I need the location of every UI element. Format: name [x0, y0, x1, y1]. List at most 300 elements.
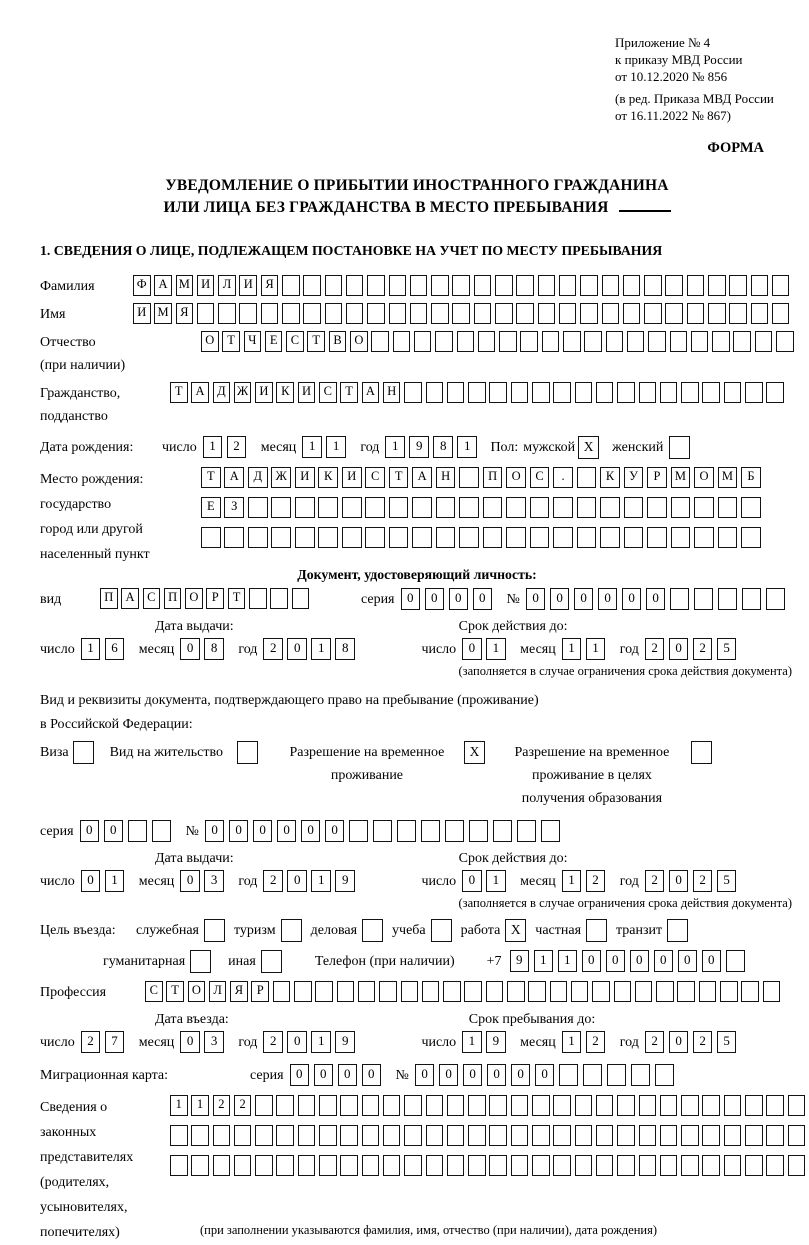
char-cell[interactable]	[718, 588, 738, 610]
char-cell[interactable]	[596, 382, 614, 403]
char-cell[interactable]	[516, 303, 534, 324]
char-cell[interactable]	[724, 1155, 742, 1176]
char-cell[interactable]: 1	[311, 638, 331, 660]
char-cell[interactable]	[412, 497, 432, 518]
char-cell[interactable]: К	[600, 467, 620, 488]
char-cell[interactable]: О	[350, 331, 368, 352]
purpose-transit-checkbox[interactable]	[667, 919, 688, 942]
char-cell[interactable]	[553, 527, 573, 548]
char-cell[interactable]: 9	[335, 1031, 355, 1053]
purpose-business-checkbox[interactable]	[362, 919, 383, 942]
char-cell[interactable]	[459, 527, 479, 548]
char-cell[interactable]	[766, 588, 786, 610]
char-cell[interactable]	[660, 1155, 678, 1176]
char-cell[interactable]: 0	[325, 820, 345, 842]
char-cell[interactable]	[295, 527, 315, 548]
char-cell[interactable]: 1	[302, 436, 322, 458]
char-cell[interactable]	[468, 1125, 486, 1146]
char-cell[interactable]: М	[154, 303, 172, 324]
char-cell[interactable]	[681, 382, 699, 403]
char-cell[interactable]: 2	[586, 1031, 606, 1053]
purpose-work-checkbox[interactable]: X	[505, 919, 526, 942]
char-cell[interactable]: Ф	[133, 275, 151, 296]
char-cell[interactable]	[788, 1095, 806, 1116]
char-cell[interactable]: И	[255, 382, 273, 403]
char-cell[interactable]: С	[286, 331, 304, 352]
char-cell[interactable]: М	[718, 467, 738, 488]
char-cell[interactable]	[687, 303, 705, 324]
char-cell[interactable]: Т	[389, 467, 409, 488]
char-cell[interactable]: Т	[228, 588, 246, 609]
char-cell[interactable]	[431, 303, 449, 324]
char-cell[interactable]: 1	[562, 870, 582, 892]
char-cell[interactable]: 2	[645, 1031, 665, 1053]
char-cell[interactable]	[170, 1125, 188, 1146]
char-cell[interactable]	[495, 303, 513, 324]
char-cell[interactable]	[483, 527, 503, 548]
char-cell[interactable]: 2	[693, 638, 713, 660]
char-cell[interactable]	[532, 382, 550, 403]
char-cell[interactable]	[452, 275, 470, 296]
char-cell[interactable]: 1	[81, 638, 101, 660]
char-cell[interactable]: Ж	[234, 382, 252, 403]
char-cell[interactable]	[468, 382, 486, 403]
char-cell[interactable]: И	[197, 275, 215, 296]
char-cell[interactable]: 2	[81, 1031, 101, 1053]
char-cell[interactable]	[447, 1095, 465, 1116]
char-cell[interactable]: 1	[534, 950, 554, 972]
char-cell[interactable]	[426, 1155, 444, 1176]
char-cell[interactable]: 5	[717, 870, 737, 892]
char-cell[interactable]	[414, 331, 432, 352]
char-cell[interactable]	[412, 527, 432, 548]
purpose-study-checkbox[interactable]	[431, 919, 452, 942]
char-cell[interactable]: С	[365, 467, 385, 488]
char-cell[interactable]	[397, 820, 417, 842]
char-cell[interactable]	[623, 303, 641, 324]
char-cell[interactable]: 0	[598, 588, 618, 610]
char-cell[interactable]	[365, 497, 385, 518]
char-cell[interactable]: Я	[261, 275, 279, 296]
char-cell[interactable]: 0	[287, 638, 307, 660]
char-cell[interactable]: Р	[251, 981, 269, 1002]
char-cell[interactable]	[436, 497, 456, 518]
char-cell[interactable]: 0	[678, 950, 698, 972]
char-cell[interactable]	[298, 1095, 316, 1116]
char-cell[interactable]	[617, 1095, 635, 1116]
char-cell[interactable]	[511, 382, 529, 403]
char-cell[interactable]	[447, 1125, 465, 1146]
char-cell[interactable]	[788, 1155, 806, 1176]
char-cell[interactable]	[478, 331, 496, 352]
char-cell[interactable]	[389, 275, 407, 296]
char-cell[interactable]: С	[143, 588, 161, 609]
char-cell[interactable]	[600, 497, 620, 518]
char-cell[interactable]: В	[329, 331, 347, 352]
char-cell[interactable]	[486, 981, 504, 1002]
char-cell[interactable]	[248, 497, 268, 518]
char-cell[interactable]: А	[412, 467, 432, 488]
char-cell[interactable]	[469, 820, 489, 842]
char-cell[interactable]	[239, 303, 257, 324]
char-cell[interactable]	[234, 1125, 252, 1146]
char-cell[interactable]	[128, 820, 148, 842]
char-cell[interactable]	[276, 1155, 294, 1176]
char-cell[interactable]	[772, 303, 790, 324]
char-cell[interactable]	[702, 382, 720, 403]
char-cell[interactable]	[575, 382, 593, 403]
char-cell[interactable]	[319, 1095, 337, 1116]
char-cell[interactable]	[401, 981, 419, 1002]
char-cell[interactable]	[596, 1095, 614, 1116]
char-cell[interactable]	[459, 497, 479, 518]
char-cell[interactable]	[575, 1095, 593, 1116]
char-cell[interactable]	[617, 1125, 635, 1146]
char-cell[interactable]: Л	[218, 275, 236, 296]
char-cell[interactable]	[708, 275, 726, 296]
char-cell[interactable]: 0	[180, 1031, 200, 1053]
char-cell[interactable]	[337, 981, 355, 1002]
char-cell[interactable]	[580, 275, 598, 296]
char-cell[interactable]	[474, 303, 492, 324]
char-cell[interactable]: 1	[562, 638, 582, 660]
char-cell[interactable]	[201, 527, 221, 548]
char-cell[interactable]	[718, 527, 738, 548]
char-cell[interactable]	[742, 588, 762, 610]
char-cell[interactable]	[457, 331, 475, 352]
char-cell[interactable]: Л	[209, 981, 227, 1002]
char-cell[interactable]	[517, 820, 537, 842]
char-cell[interactable]: Я	[230, 981, 248, 1002]
char-cell[interactable]: 9	[409, 436, 429, 458]
char-cell[interactable]: 0	[702, 950, 722, 972]
char-cell[interactable]	[607, 1064, 627, 1086]
char-cell[interactable]	[271, 497, 291, 518]
char-cell[interactable]	[362, 1155, 380, 1176]
char-cell[interactable]	[511, 1125, 529, 1146]
char-cell[interactable]: О	[185, 588, 203, 609]
char-cell[interactable]: Д	[248, 467, 268, 488]
char-cell[interactable]: 1	[486, 870, 506, 892]
char-cell[interactable]	[575, 1155, 593, 1176]
char-cell[interactable]: И	[342, 467, 362, 488]
char-cell[interactable]	[741, 981, 759, 1002]
char-cell[interactable]	[606, 331, 624, 352]
char-cell[interactable]	[426, 382, 444, 403]
char-cell[interactable]	[261, 303, 279, 324]
char-cell[interactable]	[292, 588, 310, 609]
char-cell[interactable]	[489, 1155, 507, 1176]
char-cell[interactable]: 1	[562, 1031, 582, 1053]
char-cell[interactable]	[751, 303, 769, 324]
char-cell[interactable]	[298, 1125, 316, 1146]
char-cell[interactable]: 1	[191, 1095, 209, 1116]
char-cell[interactable]	[631, 1064, 651, 1086]
char-cell[interactable]	[541, 820, 561, 842]
char-cell[interactable]	[623, 275, 641, 296]
char-cell[interactable]	[660, 1095, 678, 1116]
char-cell[interactable]	[635, 981, 653, 1002]
char-cell[interactable]	[600, 527, 620, 548]
char-cell[interactable]	[303, 303, 321, 324]
char-cell[interactable]: 0	[287, 1031, 307, 1053]
char-cell[interactable]	[720, 981, 738, 1002]
char-cell[interactable]: 2	[263, 1031, 283, 1053]
char-cell[interactable]	[530, 527, 550, 548]
char-cell[interactable]	[499, 331, 517, 352]
purpose-humanitarian-checkbox[interactable]	[190, 950, 211, 973]
char-cell[interactable]	[367, 303, 385, 324]
char-cell[interactable]	[718, 497, 738, 518]
char-cell[interactable]	[724, 1095, 742, 1116]
char-cell[interactable]: Б	[741, 467, 761, 488]
char-cell[interactable]	[647, 527, 667, 548]
char-cell[interactable]: 0	[463, 1064, 483, 1086]
char-cell[interactable]: 3	[204, 870, 224, 892]
visa-checkbox[interactable]	[73, 741, 94, 764]
char-cell[interactable]: Е	[265, 331, 283, 352]
char-cell[interactable]	[346, 275, 364, 296]
char-cell[interactable]	[170, 1155, 188, 1176]
char-cell[interactable]	[404, 1155, 422, 1176]
char-cell[interactable]	[745, 1125, 763, 1146]
char-cell[interactable]	[447, 382, 465, 403]
char-cell[interactable]: 1	[486, 638, 506, 660]
char-cell[interactable]	[602, 303, 620, 324]
char-cell[interactable]: 0	[582, 950, 602, 972]
char-cell[interactable]: А	[224, 467, 244, 488]
char-cell[interactable]	[507, 981, 525, 1002]
char-cell[interactable]	[708, 303, 726, 324]
char-cell[interactable]	[358, 981, 376, 1002]
char-cell[interactable]: 0	[338, 1064, 358, 1086]
char-cell[interactable]	[559, 275, 577, 296]
char-cell[interactable]: 2	[234, 1095, 252, 1116]
char-cell[interactable]: 7	[105, 1031, 125, 1053]
char-cell[interactable]	[383, 1095, 401, 1116]
char-cell[interactable]: 2	[213, 1095, 231, 1116]
char-cell[interactable]: 0	[80, 820, 100, 842]
char-cell[interactable]	[404, 382, 422, 403]
char-cell[interactable]	[745, 1155, 763, 1176]
char-cell[interactable]: .	[553, 467, 573, 488]
char-cell[interactable]: Е	[201, 497, 221, 518]
char-cell[interactable]: А	[362, 382, 380, 403]
char-cell[interactable]	[303, 275, 321, 296]
char-cell[interactable]: 0	[462, 870, 482, 892]
char-cell[interactable]: 1	[311, 870, 331, 892]
char-cell[interactable]	[729, 275, 747, 296]
char-cell[interactable]	[751, 275, 769, 296]
residence-permit-checkbox[interactable]	[237, 741, 258, 764]
char-cell[interactable]	[273, 981, 291, 1002]
char-cell[interactable]	[542, 331, 560, 352]
char-cell[interactable]: 9	[335, 870, 355, 892]
char-cell[interactable]: 0	[290, 1064, 310, 1086]
char-cell[interactable]	[528, 981, 546, 1002]
char-cell[interactable]: Т	[170, 382, 188, 403]
char-cell[interactable]	[255, 1095, 273, 1116]
char-cell[interactable]	[282, 303, 300, 324]
char-cell[interactable]	[404, 1125, 422, 1146]
char-cell[interactable]	[443, 981, 461, 1002]
char-cell[interactable]: Н	[383, 382, 401, 403]
char-cell[interactable]: О	[694, 467, 714, 488]
char-cell[interactable]: 0	[180, 638, 200, 660]
char-cell[interactable]: С	[530, 467, 550, 488]
char-cell[interactable]	[346, 303, 364, 324]
char-cell[interactable]: 0	[622, 588, 642, 610]
char-cell[interactable]	[660, 382, 678, 403]
char-cell[interactable]	[681, 1155, 699, 1176]
char-cell[interactable]: 0	[574, 588, 594, 610]
char-cell[interactable]	[426, 1095, 444, 1116]
gender-female-checkbox[interactable]	[669, 436, 690, 459]
char-cell[interactable]	[489, 382, 507, 403]
char-cell[interactable]	[325, 275, 343, 296]
char-cell[interactable]	[559, 303, 577, 324]
char-cell[interactable]: 0	[314, 1064, 334, 1086]
char-cell[interactable]: Т	[166, 981, 184, 1002]
char-cell[interactable]	[553, 1155, 571, 1176]
char-cell[interactable]	[383, 1125, 401, 1146]
char-cell[interactable]: Ч	[244, 331, 262, 352]
char-cell[interactable]	[563, 331, 581, 352]
char-cell[interactable]	[422, 981, 440, 1002]
char-cell[interactable]	[656, 981, 674, 1002]
char-cell[interactable]	[511, 1095, 529, 1116]
char-cell[interactable]	[644, 275, 662, 296]
char-cell[interactable]	[602, 275, 620, 296]
char-cell[interactable]	[596, 1125, 614, 1146]
char-cell[interactable]	[294, 981, 312, 1002]
char-cell[interactable]	[614, 981, 632, 1002]
char-cell[interactable]: 1	[311, 1031, 331, 1053]
char-cell[interactable]	[371, 331, 389, 352]
char-cell[interactable]	[670, 588, 690, 610]
char-cell[interactable]	[571, 981, 589, 1002]
char-cell[interactable]	[152, 820, 172, 842]
char-cell[interactable]	[389, 497, 409, 518]
char-cell[interactable]	[516, 275, 534, 296]
char-cell[interactable]: 0	[425, 588, 445, 610]
char-cell[interactable]	[538, 303, 556, 324]
char-cell[interactable]: 8	[204, 638, 224, 660]
char-cell[interactable]	[367, 275, 385, 296]
char-cell[interactable]: С	[145, 981, 163, 1002]
char-cell[interactable]	[421, 820, 441, 842]
char-cell[interactable]: 0	[511, 1064, 531, 1086]
purpose-other-checkbox[interactable]	[261, 950, 282, 973]
char-cell[interactable]	[763, 981, 781, 1002]
char-cell[interactable]: 0	[669, 638, 689, 660]
char-cell[interactable]: Н	[436, 467, 456, 488]
char-cell[interactable]	[530, 497, 550, 518]
char-cell[interactable]	[624, 497, 644, 518]
char-cell[interactable]	[647, 497, 667, 518]
char-cell[interactable]	[315, 981, 333, 1002]
char-cell[interactable]	[218, 303, 236, 324]
char-cell[interactable]	[677, 981, 695, 1002]
char-cell[interactable]: Д	[213, 382, 231, 403]
char-cell[interactable]	[474, 275, 492, 296]
char-cell[interactable]	[553, 382, 571, 403]
char-cell[interactable]: С	[319, 382, 337, 403]
char-cell[interactable]	[435, 331, 453, 352]
char-cell[interactable]	[691, 331, 709, 352]
char-cell[interactable]: А	[154, 275, 172, 296]
char-cell[interactable]: И	[295, 467, 315, 488]
char-cell[interactable]: 0	[449, 588, 469, 610]
char-cell[interactable]	[665, 275, 683, 296]
char-cell[interactable]: 5	[717, 638, 737, 660]
char-cell[interactable]: Т	[201, 467, 221, 488]
char-cell[interactable]	[592, 981, 610, 1002]
char-cell[interactable]	[776, 331, 794, 352]
char-cell[interactable]: Ж	[271, 467, 291, 488]
char-cell[interactable]: З	[224, 497, 244, 518]
char-cell[interactable]	[655, 1064, 675, 1086]
char-cell[interactable]: 0	[439, 1064, 459, 1086]
char-cell[interactable]	[583, 1064, 603, 1086]
char-cell[interactable]	[584, 331, 602, 352]
char-cell[interactable]	[464, 981, 482, 1002]
char-cell[interactable]	[276, 1125, 294, 1146]
char-cell[interactable]	[383, 1155, 401, 1176]
char-cell[interactable]: О	[506, 467, 526, 488]
char-cell[interactable]	[577, 467, 597, 488]
char-cell[interactable]: 2	[263, 638, 283, 660]
char-cell[interactable]	[724, 1125, 742, 1146]
char-cell[interactable]: 6	[105, 638, 125, 660]
purpose-private-checkbox[interactable]	[586, 919, 607, 942]
char-cell[interactable]	[319, 1155, 337, 1176]
char-cell[interactable]: Р	[647, 467, 667, 488]
char-cell[interactable]: 1	[457, 436, 477, 458]
char-cell[interactable]: 1	[326, 436, 346, 458]
char-cell[interactable]	[459, 467, 479, 488]
char-cell[interactable]	[506, 497, 526, 518]
char-cell[interactable]	[197, 303, 215, 324]
char-cell[interactable]: 8	[335, 638, 355, 660]
char-cell[interactable]	[389, 527, 409, 548]
temp-residence-education-checkbox[interactable]	[691, 741, 712, 764]
char-cell[interactable]: 0	[277, 820, 297, 842]
char-cell[interactable]: К	[318, 467, 338, 488]
char-cell[interactable]: 3	[204, 1031, 224, 1053]
char-cell[interactable]	[340, 1155, 358, 1176]
char-cell[interactable]	[681, 1125, 699, 1146]
char-cell[interactable]	[553, 1095, 571, 1116]
char-cell[interactable]	[660, 1125, 678, 1146]
char-cell[interactable]	[282, 275, 300, 296]
char-cell[interactable]	[671, 527, 691, 548]
char-cell[interactable]: 9	[510, 950, 530, 972]
char-cell[interactable]	[340, 1125, 358, 1146]
char-cell[interactable]: К	[276, 382, 294, 403]
char-cell[interactable]	[741, 527, 761, 548]
char-cell[interactable]	[559, 1064, 579, 1086]
char-cell[interactable]: Т	[307, 331, 325, 352]
char-cell[interactable]	[648, 331, 666, 352]
char-cell[interactable]	[580, 303, 598, 324]
char-cell[interactable]: 1	[105, 870, 125, 892]
char-cell[interactable]: 0	[630, 950, 650, 972]
char-cell[interactable]: 0	[401, 588, 421, 610]
char-cell[interactable]	[379, 981, 397, 1002]
char-cell[interactable]	[248, 527, 268, 548]
char-cell[interactable]: 0	[415, 1064, 435, 1086]
